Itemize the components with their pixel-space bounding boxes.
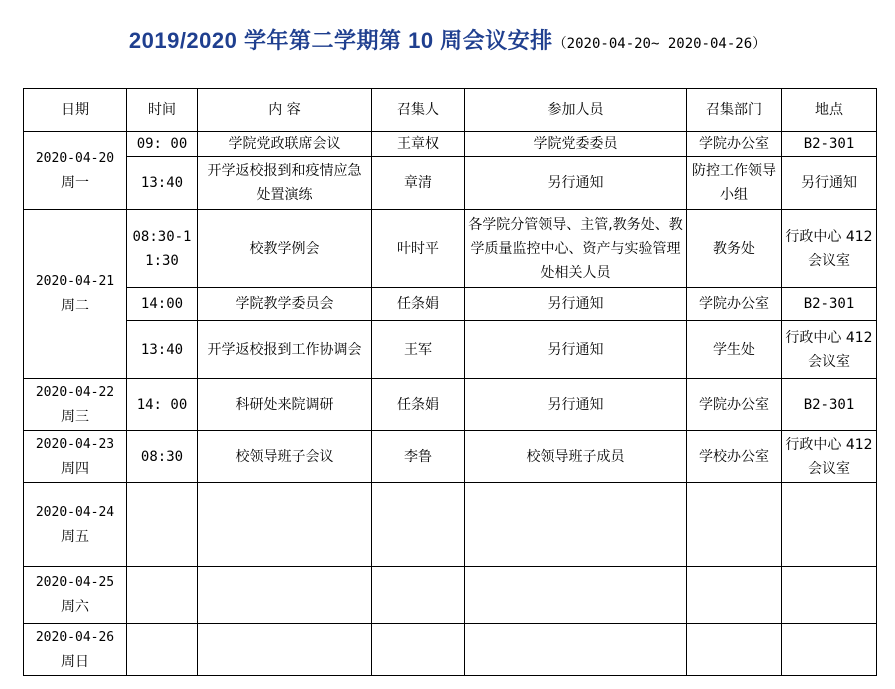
table-row bbox=[24, 483, 877, 567]
location-cell: 行政中心 412 会议室 bbox=[782, 431, 877, 483]
weekday-text: 周六 bbox=[61, 599, 89, 615]
convener-cell: 王章权 bbox=[372, 132, 465, 157]
location-cell: 行政中心 412 会议室 bbox=[782, 210, 877, 288]
empty-cell bbox=[782, 567, 877, 624]
date-cell bbox=[24, 210, 127, 379]
empty-cell bbox=[465, 567, 687, 624]
empty-cell bbox=[372, 624, 465, 676]
table-row bbox=[24, 132, 877, 157]
participants-cell: 另行通知 bbox=[465, 288, 687, 321]
table-row bbox=[24, 157, 877, 210]
schedule-title: 2019/2020 学年第二学期第 10 周会议安排 bbox=[128, 28, 553, 53]
empty-cell bbox=[127, 567, 198, 624]
empty-cell bbox=[687, 624, 782, 676]
participants-cell: 另行通知 bbox=[465, 379, 687, 431]
meeting-schedule-table bbox=[23, 88, 877, 676]
date-cell bbox=[24, 132, 127, 210]
department-cell: 防控工作领导小组 bbox=[687, 157, 782, 210]
date-text: 2020-04-23 bbox=[35, 436, 115, 452]
time-cell: 14: 00 bbox=[127, 379, 198, 431]
col-header-date: 日期 bbox=[24, 89, 127, 132]
content-cell: 开学返校报到和疫情应急处置演练 bbox=[198, 157, 372, 210]
col-header-location: 地点 bbox=[782, 89, 877, 132]
participants-cell: 学院党委委员 bbox=[465, 132, 687, 157]
department-cell: 学院办公室 bbox=[687, 379, 782, 431]
empty-cell bbox=[465, 483, 687, 567]
date-cell bbox=[24, 483, 127, 567]
page-title bbox=[0, 24, 895, 55]
time-cell: 08:30 bbox=[127, 431, 198, 483]
empty-cell bbox=[372, 567, 465, 624]
date-text: 2020-04-22 bbox=[35, 384, 115, 400]
date-range: （2020-04-20~ 2020-04-26） bbox=[552, 36, 767, 52]
date-text: 2020-04-21 bbox=[35, 274, 115, 289]
table-row bbox=[24, 288, 877, 321]
convener-cell: 叶时平 bbox=[372, 210, 465, 288]
table-row bbox=[24, 431, 877, 483]
convener-cell: 任条娟 bbox=[372, 379, 465, 431]
empty-cell bbox=[687, 567, 782, 624]
empty-cell bbox=[782, 624, 877, 676]
empty-cell bbox=[127, 624, 198, 676]
weekday-text: 周二 bbox=[61, 298, 89, 314]
weekday-text: 周一 bbox=[61, 174, 89, 191]
department-cell: 学院办公室 bbox=[687, 288, 782, 321]
department-cell: 教务处 bbox=[687, 210, 782, 288]
table-row bbox=[24, 624, 877, 676]
time-cell: 13:40 bbox=[127, 321, 198, 379]
time-cell: 14:00 bbox=[127, 288, 198, 321]
empty-cell bbox=[687, 483, 782, 567]
col-header-content: 内 容 bbox=[198, 89, 372, 132]
empty-cell bbox=[372, 483, 465, 567]
table-row bbox=[24, 567, 877, 624]
col-header-department: 召集部门 bbox=[687, 89, 782, 132]
date-cell bbox=[24, 624, 127, 676]
empty-cell bbox=[198, 567, 372, 624]
col-header-participants: 参加人员 bbox=[465, 89, 687, 132]
participants-cell: 各学院分管领导、主管,教务处、教学质量监控中心、资产与实验管理处相关人员 bbox=[465, 210, 687, 288]
header-row bbox=[24, 89, 877, 132]
content-cell: 学院党政联席会议 bbox=[198, 132, 372, 157]
convener-cell: 任条娟 bbox=[372, 288, 465, 321]
date-text: 2020-04-26 bbox=[35, 629, 115, 645]
participants-cell: 另行通知 bbox=[465, 157, 687, 210]
weekday-text: 周日 bbox=[61, 653, 89, 670]
empty-cell bbox=[127, 483, 198, 567]
table-row bbox=[24, 321, 877, 379]
table-row bbox=[24, 379, 877, 431]
date-cell bbox=[24, 379, 127, 431]
weekday-text: 周五 bbox=[61, 528, 89, 545]
department-cell: 学校办公室 bbox=[687, 431, 782, 483]
time-cell: 08:30-11:30 bbox=[127, 210, 198, 288]
table-row bbox=[24, 210, 877, 288]
convener-cell: 王军 bbox=[372, 321, 465, 379]
date-cell bbox=[24, 567, 127, 624]
location-cell: 行政中心 412 会议室 bbox=[782, 321, 877, 379]
content-cell: 学院教学委员会 bbox=[198, 288, 372, 321]
location-cell: 另行通知 bbox=[782, 157, 877, 210]
empty-cell bbox=[198, 483, 372, 567]
content-cell: 校教学例会 bbox=[198, 210, 372, 288]
participants-cell: 校领导班子成员 bbox=[465, 431, 687, 483]
empty-cell bbox=[465, 624, 687, 676]
empty-cell bbox=[782, 483, 877, 567]
weekday-text: 周三 bbox=[61, 408, 89, 425]
date-text: 2020-04-24 bbox=[35, 504, 115, 520]
department-cell: 学生处 bbox=[687, 321, 782, 379]
content-cell: 开学返校报到工作协调会 bbox=[198, 321, 372, 379]
location-cell: B2-301 bbox=[782, 132, 877, 157]
participants-cell: 另行通知 bbox=[465, 321, 687, 379]
empty-cell bbox=[198, 624, 372, 676]
weekday-text: 周四 bbox=[61, 460, 89, 477]
col-header-time: 时间 bbox=[127, 89, 198, 132]
location-cell: B2-301 bbox=[782, 379, 877, 431]
date-text: 2020-04-20 bbox=[35, 150, 115, 166]
content-cell: 科研处来院调研 bbox=[198, 379, 372, 431]
date-cell bbox=[24, 431, 127, 483]
content-cell: 校领导班子会议 bbox=[198, 431, 372, 483]
col-header-convener: 召集人 bbox=[372, 89, 465, 132]
convener-cell: 李鲁 bbox=[372, 431, 465, 483]
time-cell: 09: 00 bbox=[127, 132, 198, 157]
location-cell: B2-301 bbox=[782, 288, 877, 321]
convener-cell: 章清 bbox=[372, 157, 465, 210]
time-cell: 13:40 bbox=[127, 157, 198, 210]
department-cell: 学院办公室 bbox=[687, 132, 782, 157]
date-text: 2020-04-25 bbox=[35, 575, 115, 590]
